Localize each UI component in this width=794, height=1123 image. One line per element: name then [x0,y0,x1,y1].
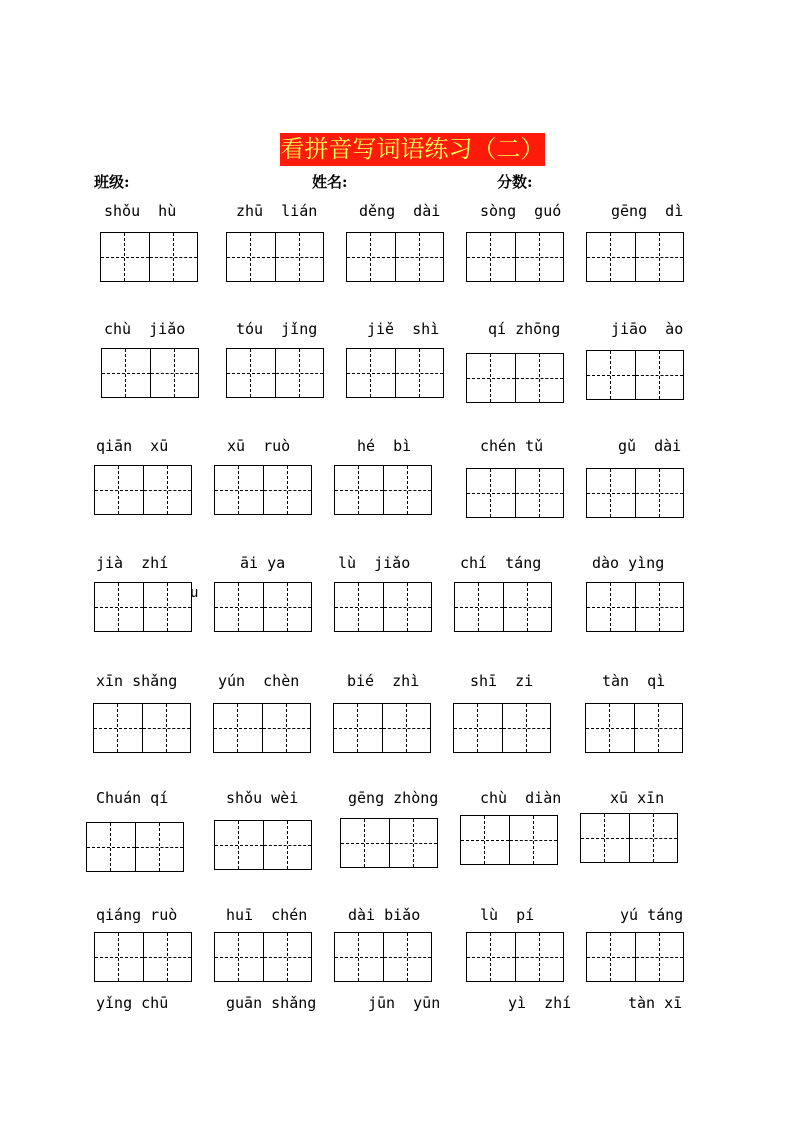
score-field-label: 分数: [497,173,533,191]
pinyin-label: yì zhí [508,994,572,1012]
writing-grid[interactable] [94,465,192,515]
pinyin-label: qí zhōng [488,320,561,338]
writing-grid[interactable] [340,818,438,868]
pinyin-label: chén tǔ [480,437,544,455]
writing-grid[interactable] [586,932,684,982]
pinyin-label: dào yìng [592,554,665,572]
writing-grid[interactable] [101,348,199,398]
writing-grid[interactable] [586,232,684,282]
writing-grid[interactable] [580,813,678,863]
pinyin-label: tàn qì [602,672,666,690]
writing-grid[interactable] [346,232,444,282]
writing-grid[interactable] [460,815,558,865]
writing-grid[interactable] [214,820,312,870]
pinyin-label: qiān xū [96,437,169,455]
writing-grid[interactable] [226,348,324,398]
writing-grid[interactable] [94,582,192,632]
writing-grid[interactable] [466,468,564,518]
pinyin-label: jiāo ào [611,320,684,338]
pinyin-label: yú táng [620,906,684,924]
writing-grid[interactable] [586,582,684,632]
pinyin-label: lù pí [480,906,535,924]
pinyin-label: hé bì [357,437,412,455]
page-title: 看拼音写词语练习（二） [280,133,545,166]
writing-grid[interactable] [586,350,684,400]
writing-grid[interactable] [334,465,432,515]
pinyin-label: āi ya [240,554,286,572]
name-field-label: 姓名: [312,173,348,191]
pinyin-label: chù diàn [480,789,562,807]
pinyin-label: lù jiǎo [338,554,411,572]
pinyin-label: Chuán qí [96,789,169,807]
pinyin-label: xīn shǎng [96,672,178,690]
writing-grid[interactable] [100,232,198,282]
pinyin-label: huī chén [226,906,308,924]
pinyin-label: dài biǎo [348,906,421,924]
pinyin-label: qiáng ruò [96,906,178,924]
pinyin-label: xū ruò [227,437,291,455]
writing-grid[interactable] [93,703,191,753]
pinyin-label: jūn yūn [368,994,441,1012]
pinyin-label: děng dài [359,202,441,220]
pinyin-label: tóu jǐng [236,320,318,338]
pinyin-label: jià zhí [96,554,169,572]
writing-grid[interactable] [334,932,432,982]
writing-grid[interactable] [86,822,184,872]
writing-grid[interactable] [454,582,552,632]
writing-grid[interactable] [214,932,312,982]
writing-grid[interactable] [333,703,431,753]
writing-grid[interactable] [466,232,564,282]
writing-grid[interactable] [585,703,683,753]
writing-grid[interactable] [346,348,444,398]
pinyin-label: sòng guó [480,202,562,220]
stray-character: u [190,585,199,601]
pinyin-label: guān shǎng [226,994,317,1012]
pinyin-label: shǒu wèi [226,789,299,807]
writing-grid[interactable] [466,353,564,403]
pinyin-label: chí táng [460,554,542,572]
writing-grid[interactable] [213,703,311,753]
pinyin-label: tàn xī [628,994,683,1012]
writing-grid[interactable] [214,465,312,515]
pinyin-label: yún chèn [218,672,300,690]
writing-grid[interactable] [334,582,432,632]
writing-grid[interactable] [214,582,312,632]
class-field-label: 班级: [94,173,130,191]
pinyin-label: gǔ dài [618,437,682,455]
writing-grid[interactable] [94,932,192,982]
pinyin-label: gēng zhòng [348,789,439,807]
pinyin-label: yǐng chū [96,994,169,1012]
writing-grid[interactable] [586,468,684,518]
pinyin-label: jiě shì [367,320,440,338]
writing-grid[interactable] [453,703,551,753]
pinyin-label: xū xīn [610,789,665,807]
pinyin-label: shǒu hù [104,202,177,220]
pinyin-label: zhū lián [236,202,318,220]
pinyin-label: shī zi [470,672,534,690]
pinyin-label: chù jiǎo [104,320,186,338]
writing-grid[interactable] [226,232,324,282]
pinyin-label: bié zhì [347,672,420,690]
writing-grid[interactable] [466,932,564,982]
pinyin-label: gēng dì [611,202,684,220]
